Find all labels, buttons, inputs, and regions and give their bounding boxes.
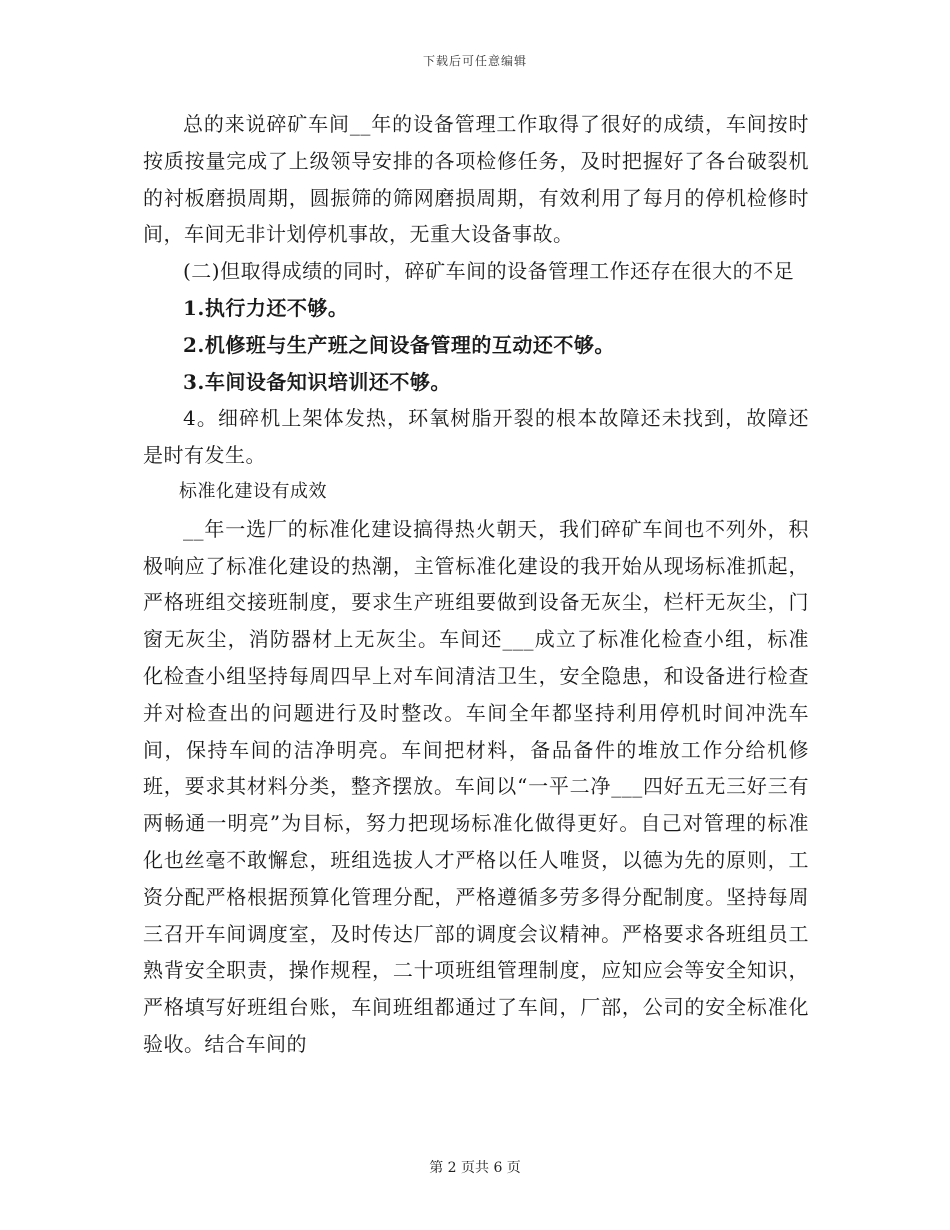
- document-body: [143, 106, 809, 1063]
- list-item-4: 4。细碎机上架体发热，环氧树脂开裂的根本故障还未找到，故障还是时有发生。: [143, 406, 809, 468]
- list-item-2: 2.机修班与生产班之间设备管理的互动还不够。: [183, 332, 615, 357]
- page-header: 下载后可任意编辑: [422, 54, 527, 68]
- page-footer: 第 2 页共 6 页: [429, 1160, 521, 1176]
- paragraph-shortcomings-intro: (二)但取得成绩的同时，碎矿车间的设备管理工作还存在很大的不足: [183, 259, 795, 284]
- list-item-1: 1.执行力还不够。: [183, 295, 349, 320]
- section-heading: 标准化建设有成效: [179, 480, 327, 502]
- paragraph-standardization: __年一选厂的标准化建设搞得热火朝天，我们碎矿车间也不列外，积极响应了标准化建设的热潮，主管标准化建设的我开始从现场标准抓起，严格班组交接班制度，要求生产班组要做到设备无灰尘，栏杆无灰尘，门窗无灰尘，消防器材上无灰尘。车间还___成立了标准化检查小组，标准化检查小组坚持每周四早上对车间清洁卫生，安全隐患，和设备进行检查并对检查出的问题进行及时整改。车间全年都坚持利用停机时间冲洗车间，保持车间的洁净明亮。车间把材料，备品备件的堆放工作分给机修班，要求其材料分类，整齐摆放。车间以“一平二净___四好五无三好三有两畅通一明亮”为目标，努力把现场标准化做得更好。自己对管理的标准化也丝毫不敢懈怠，班组选拔人才严格以任人唯贤，以德为先的原则，工资分配严格根据预算化管理分配，严格遵循多劳多得分配制度。坚持每周三召开车间调度室，及时传达厂部的调度会议精神。严格要求各班组员工熟背安全职责，操作规程，二十项班组管理制度，应知应会等安全知识，严格填写好班组台账，车间班组都通过了车间，厂部，公司的安全标准化验收。结合车间的: [143, 516, 809, 1056]
- list-item-3: 3.车间设备知识培训还不够。: [183, 369, 451, 394]
- paragraph-summary: 总的来说碎矿车间__年的设备管理工作取得了很好的成绩，车间按时按质按量完成了上级领导安排的各项检修任务，及时把握好了各台破裂机的衬板磨损周期，圆振筛的筛网磨损周期，有效利用了每月的停机检修时间，车间无非计划停机事故，无重大设备事故。: [143, 112, 809, 247]
